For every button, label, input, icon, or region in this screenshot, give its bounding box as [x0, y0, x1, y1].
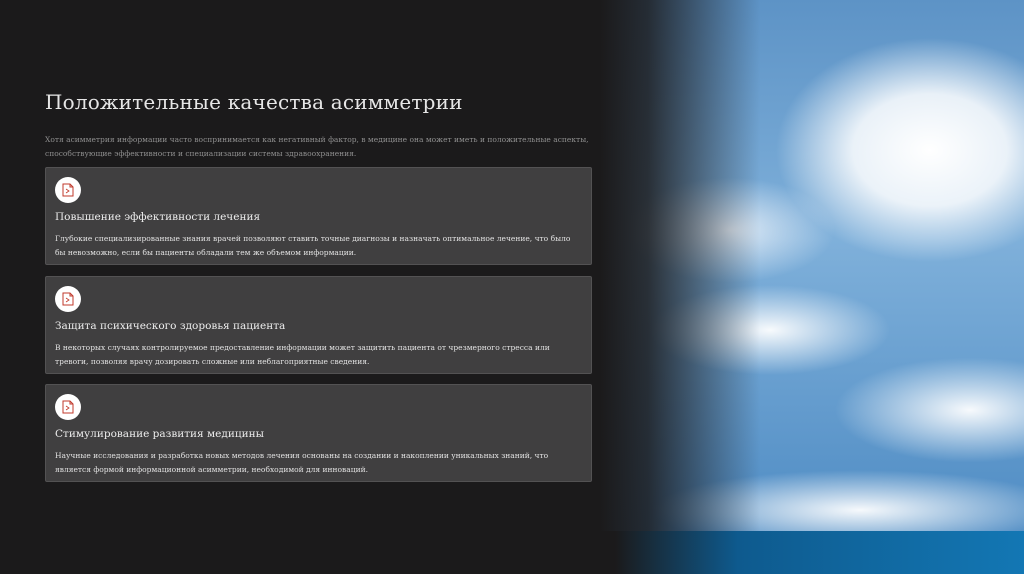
card-heading: Защита психического здоровья пациента [55, 320, 286, 332]
card-treatment-efficiency [45, 167, 592, 265]
slide-intro: Хотя асимметрия информации часто воспринимается как негативный фактор, в медицине она может иметь и положительные аспекты, способствующие эффективности и специализации системы здравоохранения. [45, 135, 589, 158]
card-heading: Повышение эффективности лечения [55, 211, 261, 223]
card-mental-health [45, 276, 592, 374]
document-icon [55, 177, 81, 203]
image-fade-overlay [600, 0, 760, 574]
card-text: Глубокие специализированные знания врачей позволяют ставить точные диагнозы и назначать оптимальное лечение, что было бы невозможно, если бы пациенты обладали тем же объемом информации. [55, 234, 571, 257]
card-medicine-development [45, 384, 592, 482]
card-text: В некоторых случаях контролируемое предоставление информации может защитить пациента от чрезмерного стресса или тревоги, позволяя врачу дозировать сложные или неблагоприятные сведения. [55, 343, 550, 366]
document-icon [55, 394, 81, 420]
slide-title: Положительные качества асимметрии [45, 90, 463, 114]
card-text: Научные исследования и разработка новых методов лечения основаны на создании и накоплении уникальных знаний, что является формой информационной асимметрии, необходимой для инноваций. [55, 451, 549, 474]
card-heading: Стимулирование развития медицины [55, 428, 264, 440]
document-icon [55, 286, 81, 312]
bottom-accent-bar [615, 531, 1024, 574]
